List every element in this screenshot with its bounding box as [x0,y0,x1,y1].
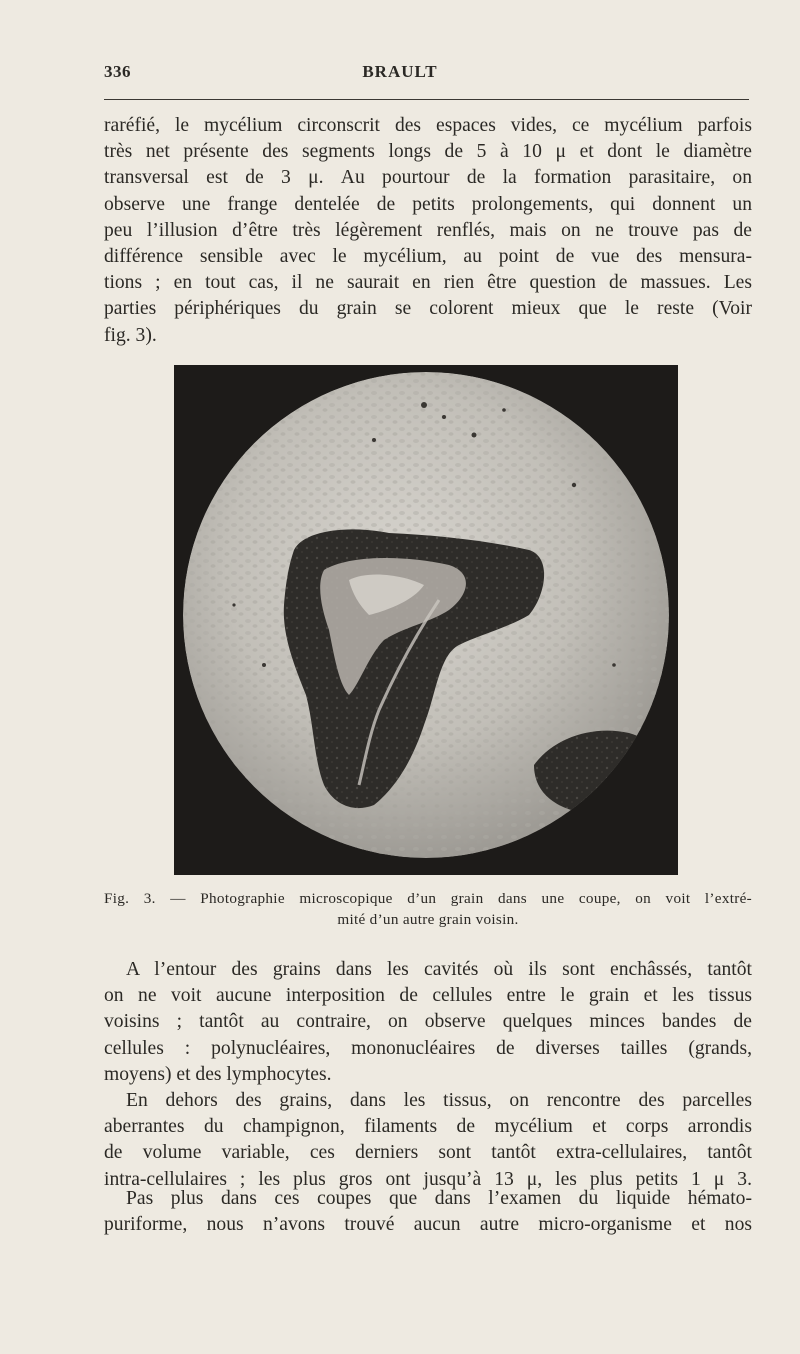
paragraph-3 [104,1088,752,1193]
paragraph-1 [104,113,752,349]
running-head: BRAULT [362,62,438,81]
micrograph-image [174,365,678,875]
text-line: de volume variable, ces derniers sont tantôt extra-cellulaires, tantôt [104,1142,752,1164]
text-line: intra-cellulaires ; les plus gros ont jusqu’à 13 μ, les plus petits 1 μ 3. [104,1168,752,1190]
header-rule [104,99,749,100]
caption-line: mité d’un autre grain voisin. [337,911,519,928]
text-line: cellules : polynucléaires, mononucléaires de diverses tailles (grands, [104,1037,752,1059]
paragraph-4 [104,1186,752,1238]
figure-caption [104,888,752,930]
text-line: A l’entour des grains dans les cavités où ils sont enchâssés, tantôt [126,959,752,980]
text-line: raréfié, le mycélium circonscrit des espaces vides, ce mycélium parfois [104,115,752,136]
text-line: tions ; en tout cas, il ne saurait en rien être question de massues. Les [104,272,752,294]
text-line: parties périphériques du grain se colorent mieux que le reste (Voir [104,298,752,320]
text-line: différence sensible avec le mycélium, au point de vue des mensura- [104,246,752,268]
text-line: voisins ; tantôt au contraire, on observe quelques minces bandes de [104,1011,752,1033]
text-line: on ne voit aucune interposition de cellules entre le grain et les tissus [104,985,752,1007]
text-line: moyens) et des lymphocytes. [104,1063,332,1085]
page-number: 336 [104,62,131,81]
text-line: observe une frange dentelée de petits prolongements, qui donnent un [104,193,752,215]
text-line: peu l’illusion d’être très légèrement renflés, mais on ne trouve pas de [104,219,752,241]
text-line: En dehors des grains, dans les tissus, on rencontre des parcelles [126,1090,752,1111]
text-line: Pas plus dans ces coupes que dans l’examen du liquide hémato- [126,1188,752,1209]
text-line: très net présente des segments longs de 5 à 10 μ et dont le diamètre [104,141,752,163]
text-line: puriforme, nous n’avons trouvé aucun autre micro-organisme et nos [104,1214,752,1236]
text-line: aberrantes du champignon, filaments de mycélium et corps arrondis [104,1116,752,1138]
paragraph-2 [104,957,752,1088]
micrograph-figure [174,365,678,875]
caption-line: Fig. 3. — Photographie microscopique d’un grain dans une coupe, on voit l’extré- [104,890,752,907]
text-line: transversal est de 3 μ. Au pourtour de la formation parasitaire, on [104,167,752,189]
text-line: fig. 3). [104,324,157,346]
